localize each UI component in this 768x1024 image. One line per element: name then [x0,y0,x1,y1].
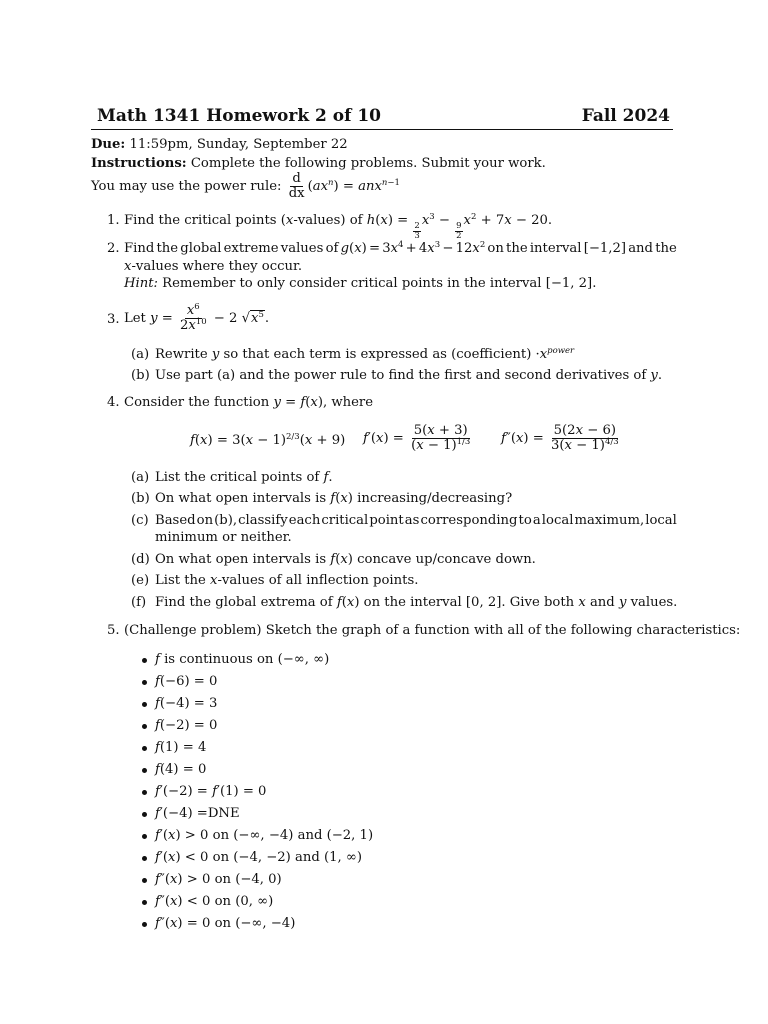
bullet [142,900,147,905]
problem-3b-label: (b) [131,368,150,383]
problem-4b-label: (b) [131,491,150,506]
problem-4c-label: (c) [131,513,149,528]
problem-4-number: 4. [107,395,120,410]
problem-2-line2: x-values where they occur. [124,259,303,274]
bullet [142,790,147,795]
hint-label: Hint: [124,276,158,291]
problem-3b-text: Use part (a) and the power rule to find the first and second derivatives of y. [155,368,663,383]
problem-4d-text: On what open intervals is f(x) concave up/concave down. [155,552,536,567]
bullet [142,702,147,707]
bullet [142,922,147,927]
hint-text: Remember to only consider critical points in the interval [−1, 2]. [162,276,597,291]
problem-4c-line2: minimum or neither. [155,530,292,545]
bullet [142,768,147,773]
problem-2-hint [124,276,596,292]
condition-item: f is continuous on (−∞, ∞) [155,652,330,667]
due-line [91,137,348,153]
condition-item: f′(x) < 0 on (−4, −2) and (1, ∞) [155,850,363,865]
problem-1-number: 1. [107,213,120,228]
problem-3-text: Let y = $\frac{x^6}{2x^{10}}$ − 2 $√x^5$. [124,302,270,333]
power-rule-derivative: $\frac{d}{dx}$ [288,171,305,201]
bullet [142,658,147,663]
problem-4a-label: (a) [131,470,150,485]
problem-2-number: 2. [107,241,120,256]
problem-4e-label: (e) [131,573,150,588]
power-rule-line [91,172,400,201]
problem-4e-text: List the x-values of all inflection points. [155,573,419,588]
problem-4-text: Consider the function y = f(x), where [124,395,374,410]
bullet [142,724,147,729]
condition-item: f(−4) = 3 [155,696,218,711]
power-rule-text: You may use the power rule: [91,179,282,194]
condition-item: f′(−2) = f′(1) = 0 [155,784,267,799]
bullet [142,680,147,685]
problem-3-number: 3. [107,312,120,327]
condition-item: f″(x) < 0 on (0, ∞) [155,894,274,909]
due-text: 11:59pm, Sunday, September 22 [129,137,348,152]
bullet [142,812,147,817]
problem-5-number: 5. [107,623,120,638]
problem-3a-text: Rewrite y so that each term is expressed as (coefficient) $\cdot x^{power}$ [155,346,575,362]
f-double-prime-formula: f″(x) = $\frac{5(2x - 6)}{3(x - 1)^{4/3}}$ [501,423,619,453]
instructions-label: Instructions: [91,156,187,171]
condition-item: f″(x) > 0 on (−4, 0) [155,872,282,887]
problem-4a-text: List the critical points of f. [155,470,333,485]
problem-4c-line1: Based on (b), classify each critical point as corresponding to a local maximum, local [155,513,677,528]
problem-3a-label: (a) [131,347,150,362]
problem-1-text: Find the critical points (x-values) of h(x) = $\frac{2}{3}$ $x^3$ − $\frac{9}{2}$ $x^2 + 7x - 20$. [124,212,553,241]
bullet [142,746,147,751]
problem-4b-text: On what open intervals is f(x) increasing/decreasing? [155,491,513,506]
condition-item: f″(x) = 0 on (−∞, −4) [155,916,296,931]
problem-2-line1: Find the global extreme values of g(x) = $3x^4$ + $4x^3$ − $12x^2$ on the interval [−1,2] and the [124,240,677,256]
condition-item: f′(−4) =DNE [155,806,240,821]
f-formula: $f(x) = 3(x - 1)^{2/3}(x + 9)$ [190,432,346,448]
problem-4d-label: (d) [131,552,150,567]
page-title: Math 1341 Homework 2 of 10 [97,106,382,126]
condition-item: f(1) = 4 [155,740,207,755]
condition-item: f(−6) = 0 [155,674,218,689]
bullet [142,834,147,839]
problem-5-text: (Challenge problem) Sketch the graph of a function with all of the following characteristics: [124,623,741,638]
bullet [142,878,147,883]
header-rule [91,129,673,130]
semester-label: Fall 2024 [581,106,670,126]
condition-item: f(4) = 0 [155,762,207,777]
condition-item: f(−2) = 0 [155,718,218,733]
power-rule-formula: $(ax^n) = anx^{n-1}$ [307,178,400,194]
due-label: Due: [91,137,126,152]
bullet [142,856,147,861]
problem-4f-label: (f) [131,595,147,610]
condition-item: f′(x) > 0 on (−∞, −4) and (−2, 1) [155,828,374,843]
f-prime-formula: f′(x) = $\frac{5(x + 3)}{(x - 1)^{1/3}}$ [363,423,471,453]
instructions-line [91,156,546,172]
instructions-text: Complete the following problems. Submit your work. [190,156,546,171]
problem-4f-text: Find the global extrema of f(x) on the interval [0, 2]. Give both x and y values. [155,595,678,610]
